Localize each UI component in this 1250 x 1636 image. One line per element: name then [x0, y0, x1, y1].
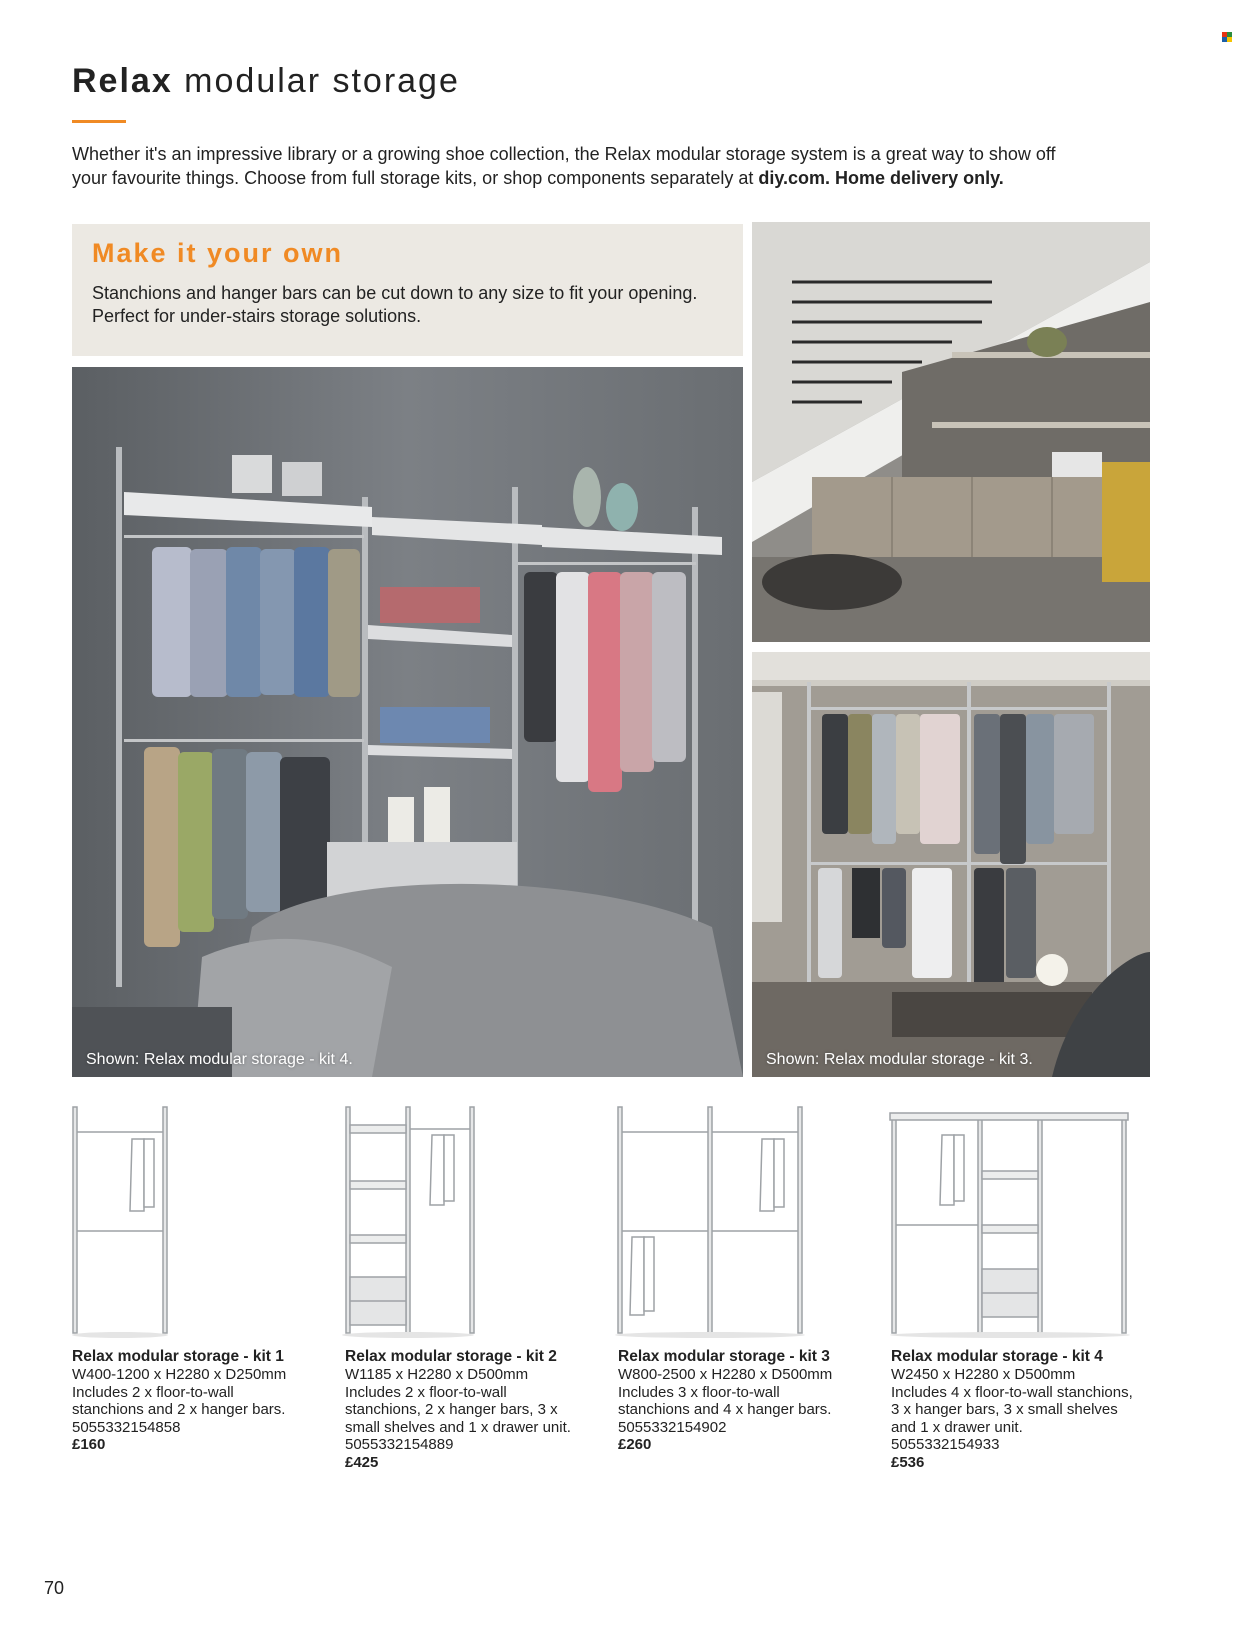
kit2-price: £425 [345, 1453, 379, 1471]
callout-box [72, 224, 743, 356]
kit4-includes: Includes 4 x floor-to-wall stanchions, 3 x hanger bars, 3 x small shelves and 1 x drawer unit. [891, 1383, 1133, 1436]
intro-paragraph [72, 142, 1092, 190]
kit4-illustration [886, 1105, 1136, 1345]
kit1-name: Relax modular storage - kit 1 [72, 1348, 284, 1365]
kit1-size: W400-1200 x H2280 x D250mm [72, 1366, 287, 1383]
kit4-price: £536 [891, 1453, 925, 1471]
kit4-name: Relax modular storage - kit 4 [891, 1348, 1103, 1365]
kit4-details [891, 1348, 1146, 1471]
kit1-includes: Includes 2 x floor-to-wall stanchions and 2 x hanger bars. [72, 1383, 286, 1418]
brand-logo-icon [1222, 32, 1232, 42]
kit3-details [618, 1348, 873, 1453]
intro-link-text[interactable]: diy.com. Home delivery only. [758, 168, 1004, 188]
kit3-includes: Includes 3 x floor-to-wall stanchions and 4 x hanger bars. [618, 1383, 832, 1418]
kit2-code: 5055332154889 [345, 1436, 454, 1453]
understairs-photo [752, 222, 1150, 642]
intro-text: Whether it's an impressive library or a growing shoe collection, the Relax modular storage system is a great way to show off your favourite things. Choose from full storage kits, or shop components separately at [72, 144, 1056, 188]
title-bold: Relax [72, 62, 173, 100]
page-title [72, 62, 460, 101]
kit2-size: W1185 x H2280 x D500mm [345, 1366, 529, 1383]
main-photo [72, 367, 743, 1077]
kit1-details [72, 1348, 327, 1453]
kit3-code: 5055332154902 [618, 1418, 727, 1436]
kit2-illustration [340, 1105, 590, 1345]
kit4-code: 5055332154933 [891, 1436, 1000, 1453]
title-underline [72, 120, 126, 123]
kit2-name: Relax modular storage - kit 2 [345, 1348, 557, 1365]
kit1-price: £160 [72, 1436, 106, 1453]
kit1-illustration [70, 1105, 320, 1345]
title-rest: modular storage [172, 62, 460, 100]
kit1-code: 5055332154858 [72, 1418, 181, 1436]
kit3-name: Relax modular storage - kit 3 [618, 1348, 830, 1365]
understairs-storage-image [752, 222, 1150, 642]
bedroom-wardrobe-image [72, 367, 743, 1077]
kit2-includes: Includes 2 x floor-to-wall stanchions, 2 x hanger bars, 3 x small shelves and 1 x drawer unit. [345, 1383, 571, 1436]
kit3-photo [752, 652, 1150, 1077]
kit2-details [345, 1348, 600, 1471]
page-number: 70 [44, 1578, 65, 1598]
kit4-size: W2450 x H2280 x D500mm [891, 1366, 1076, 1383]
kit3-illustration [612, 1105, 862, 1345]
main-photo-caption: Shown: Relax modular storage - kit 4. [86, 1051, 353, 1068]
kit3-photo-caption: Shown: Relax modular storage - kit 3. [766, 1051, 1033, 1068]
kit3-size: W800-2500 x H2280 x D500mm [618, 1366, 833, 1383]
callout-text: Stanchions and hanger bars can be cut down to any size to fit your opening. Perfect for under-stairs storage solutions. [92, 283, 698, 326]
kit3-price: £260 [618, 1436, 652, 1453]
callout-title: Make it your own [92, 238, 344, 268]
kit3-wardrobe-image [752, 652, 1150, 1077]
